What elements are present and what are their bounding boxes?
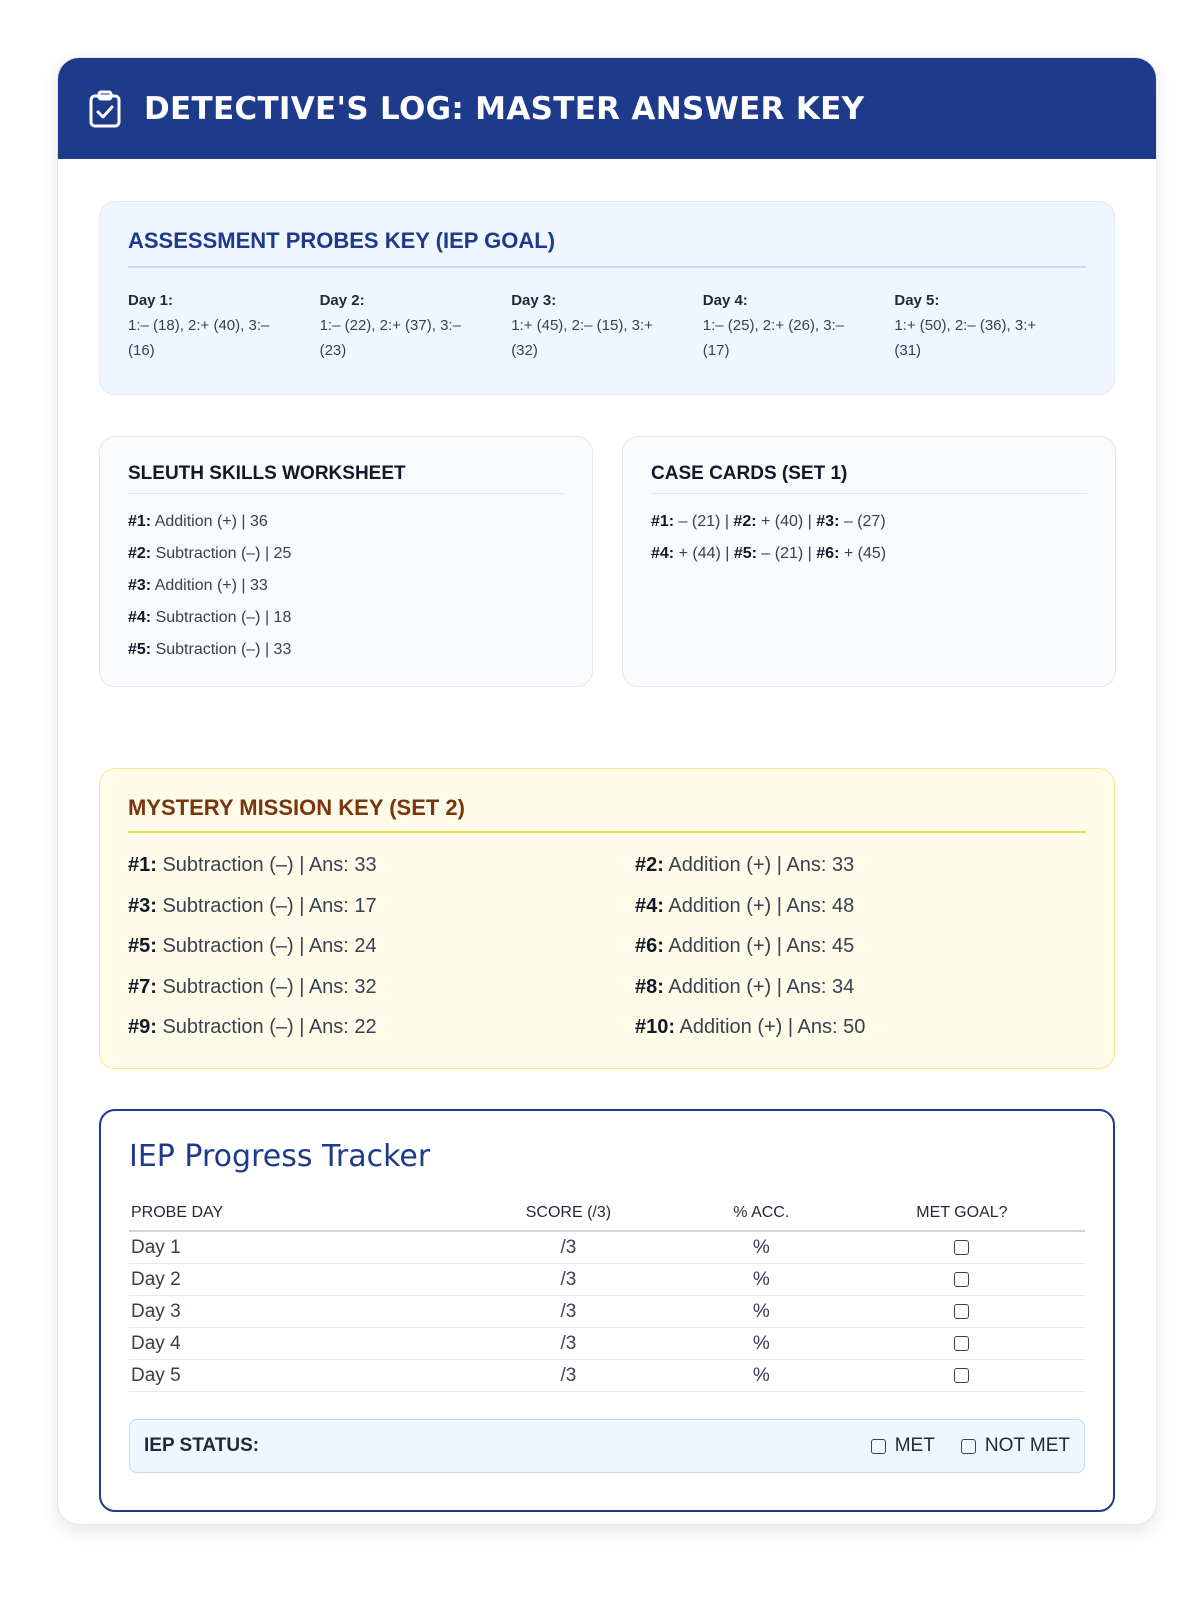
list-item [128, 538, 564, 570]
probe-day-5 [894, 288, 1086, 363]
page-header [58, 58, 1156, 159]
accuracy-cell: % [684, 1360, 839, 1392]
list-item [635, 967, 1086, 1008]
score-cell: /3 [453, 1264, 684, 1296]
probe-day-1 [128, 288, 320, 363]
table-row [129, 1231, 1085, 1264]
item-number: #2: [128, 545, 152, 562]
accuracy-cell: % [684, 1264, 839, 1296]
item-text: Addition (+) | Ans: 48 [663, 894, 855, 917]
met-goal-checkbox[interactable] [954, 1368, 969, 1383]
list-item [128, 926, 635, 967]
mystery-title: MYSTERY MISSION KEY (SET 2) [128, 795, 1086, 833]
item-number: #4: [651, 545, 675, 562]
table-header-row [129, 1196, 1085, 1231]
probe-day-answers: 1:+ (45), 2:– (15), 3:+ (32) [511, 317, 653, 359]
probe-day-2 [320, 288, 512, 363]
column-header: % ACC. [684, 1196, 839, 1231]
item-text: Addition (+) | Ans: 34 [663, 975, 855, 998]
met-goal-cell [839, 1296, 1085, 1328]
sleuth-skills-card [99, 436, 593, 687]
table-row [129, 1296, 1085, 1328]
met-checkbox[interactable] [871, 1439, 886, 1454]
probe-day-answers: 1:– (18), 2:+ (40), 3:– (16) [128, 317, 270, 359]
item-number: #1: [128, 513, 152, 530]
iep-status-bar [129, 1419, 1085, 1473]
accuracy-cell: % [684, 1296, 839, 1328]
item-number: #5: [128, 935, 157, 957]
list-item [128, 570, 564, 602]
item-number: #4: [128, 609, 152, 626]
item-text: Subtraction (–) | Ans: 22 [156, 1016, 377, 1038]
score-cell: /3 [453, 1328, 684, 1360]
item-text: Subtraction (–) | Ans: 33 [156, 854, 377, 876]
met-goal-cell [839, 1231, 1085, 1264]
answer-key-page [57, 57, 1157, 1525]
column-header: MET GOAL? [839, 1196, 1085, 1231]
item-number: #6: [816, 545, 840, 562]
item-number: #8: [635, 975, 664, 998]
column-header: PROBE DAY [129, 1196, 453, 1231]
met-goal-cell [839, 1360, 1085, 1392]
tracker-title: IEP Progress Tracker [129, 1139, 431, 1174]
item-number: #3: [816, 513, 840, 530]
item-text: Subtraction (–) | Ans: 17 [156, 894, 377, 917]
item-text: Addition (+) | Ans: 50 [675, 1016, 866, 1038]
case-cards-card [622, 436, 1116, 687]
met-label: MET [894, 1435, 935, 1456]
sleuth-list [128, 506, 564, 666]
list-item [128, 967, 635, 1008]
item-text: – (27) [839, 513, 886, 530]
mystery-mission-card [99, 768, 1115, 1069]
item-number: #7: [128, 975, 157, 998]
score-cell: /3 [453, 1231, 684, 1264]
score-cell: /3 [453, 1360, 684, 1392]
list-item [128, 602, 564, 634]
item-text: + (45) [839, 545, 887, 562]
status-met-option[interactable] [871, 1435, 935, 1457]
met-goal-checkbox[interactable] [954, 1240, 969, 1255]
list-item [635, 1007, 1086, 1048]
probe-day-label: Day 4: [702, 292, 748, 309]
item-text: Subtraction (–) | Ans: 24 [156, 935, 377, 957]
probe-days [128, 288, 1086, 363]
list-item [128, 634, 564, 666]
probe-day-label: Day 2: [319, 292, 365, 309]
item-number: #5: [128, 641, 152, 658]
item-text: – (21) | [674, 513, 734, 530]
item-text: Addition (+) | Ans: 45 [663, 935, 855, 957]
item-text: Subtraction (–) | Ans: 32 [156, 975, 377, 998]
list-item [651, 538, 1087, 570]
accuracy-cell: % [684, 1231, 839, 1264]
accuracy-cell: % [684, 1328, 839, 1360]
probe-day-cell: Day 4 [129, 1328, 453, 1360]
item-number: #5: [733, 545, 757, 562]
list-item [635, 845, 1086, 886]
probe-day-cell: Day 5 [129, 1360, 453, 1392]
probe-day-label: Day 5: [894, 292, 940, 309]
probe-day-4 [703, 288, 895, 363]
probes-title: ASSESSMENT PROBES KEY (IEP GOAL) [128, 228, 1086, 268]
probe-day-answers: 1:– (25), 2:+ (26), 3:– (17) [702, 317, 845, 359]
column-header: SCORE (/3) [453, 1196, 684, 1231]
item-number: #1: [651, 513, 675, 530]
clipboard-check-icon [88, 90, 122, 128]
item-text: + (40) | [756, 513, 817, 530]
list-item [128, 845, 635, 886]
mystery-grid [128, 845, 1086, 1048]
met-goal-cell [839, 1264, 1085, 1296]
list-item [651, 506, 1087, 538]
score-cell: /3 [453, 1296, 684, 1328]
item-text: + (44) | [674, 545, 734, 562]
page-title: DETECTIVE'S LOG: MASTER ANSWER KEY [144, 90, 865, 127]
item-text: Addition (+) | 33 [151, 577, 268, 594]
item-number: #2: [733, 513, 757, 530]
probe-day-cell: Day 3 [129, 1296, 453, 1328]
item-number: #4: [635, 894, 664, 917]
probe-day-label: Day 1: [128, 292, 174, 309]
probe-day-label: Day 3: [511, 292, 557, 309]
met-goal-checkbox[interactable] [954, 1272, 969, 1287]
cases-title: CASE CARDS (SET 1) [651, 463, 1087, 494]
item-number: #9: [128, 1016, 157, 1038]
probe-day-cell: Day 1 [129, 1231, 453, 1264]
probe-day-3 [511, 288, 703, 363]
sleuth-title: SLEUTH SKILLS WORKSHEET [128, 463, 564, 494]
list-item [635, 926, 1086, 967]
list-item [128, 1007, 635, 1048]
status-not-met-option[interactable] [961, 1435, 1070, 1457]
progress-table [129, 1196, 1085, 1392]
item-number: #10: [635, 1016, 676, 1038]
item-text: Addition (+) | 36 [151, 513, 268, 530]
not-met-checkbox[interactable] [961, 1439, 976, 1454]
probe-day-answers: 1:+ (50), 2:– (36), 3:+ (31) [894, 317, 1037, 359]
item-number: #6: [635, 935, 664, 957]
met-goal-checkbox[interactable] [954, 1304, 969, 1319]
assessment-probes-card [99, 201, 1115, 395]
met-goal-checkbox[interactable] [954, 1336, 969, 1351]
item-text: Subtraction (–) | 18 [151, 609, 292, 626]
list-item [128, 886, 635, 927]
table-row [129, 1328, 1085, 1360]
table-row [129, 1360, 1085, 1392]
met-goal-cell [839, 1328, 1085, 1360]
table-row [129, 1264, 1085, 1296]
item-text: Addition (+) | Ans: 33 [663, 854, 855, 876]
item-number: #3: [128, 894, 157, 917]
list-item [128, 506, 564, 538]
probe-day-cell: Day 2 [129, 1264, 453, 1296]
cases-list [651, 506, 1087, 570]
item-text: – (21) | [756, 545, 817, 562]
probe-day-answers: 1:– (22), 2:+ (37), 3:– (23) [319, 317, 461, 359]
item-number: #1: [128, 854, 157, 876]
item-text: Subtraction (–) | 25 [151, 545, 292, 562]
item-number: #2: [635, 854, 664, 876]
not-met-label: NOT MET [984, 1435, 1070, 1456]
iep-progress-tracker [99, 1109, 1115, 1512]
list-item [635, 886, 1086, 927]
item-number: #3: [128, 577, 152, 594]
iep-status-label: IEP STATUS: [144, 1435, 260, 1456]
item-text: Subtraction (–) | 33 [151, 641, 292, 658]
